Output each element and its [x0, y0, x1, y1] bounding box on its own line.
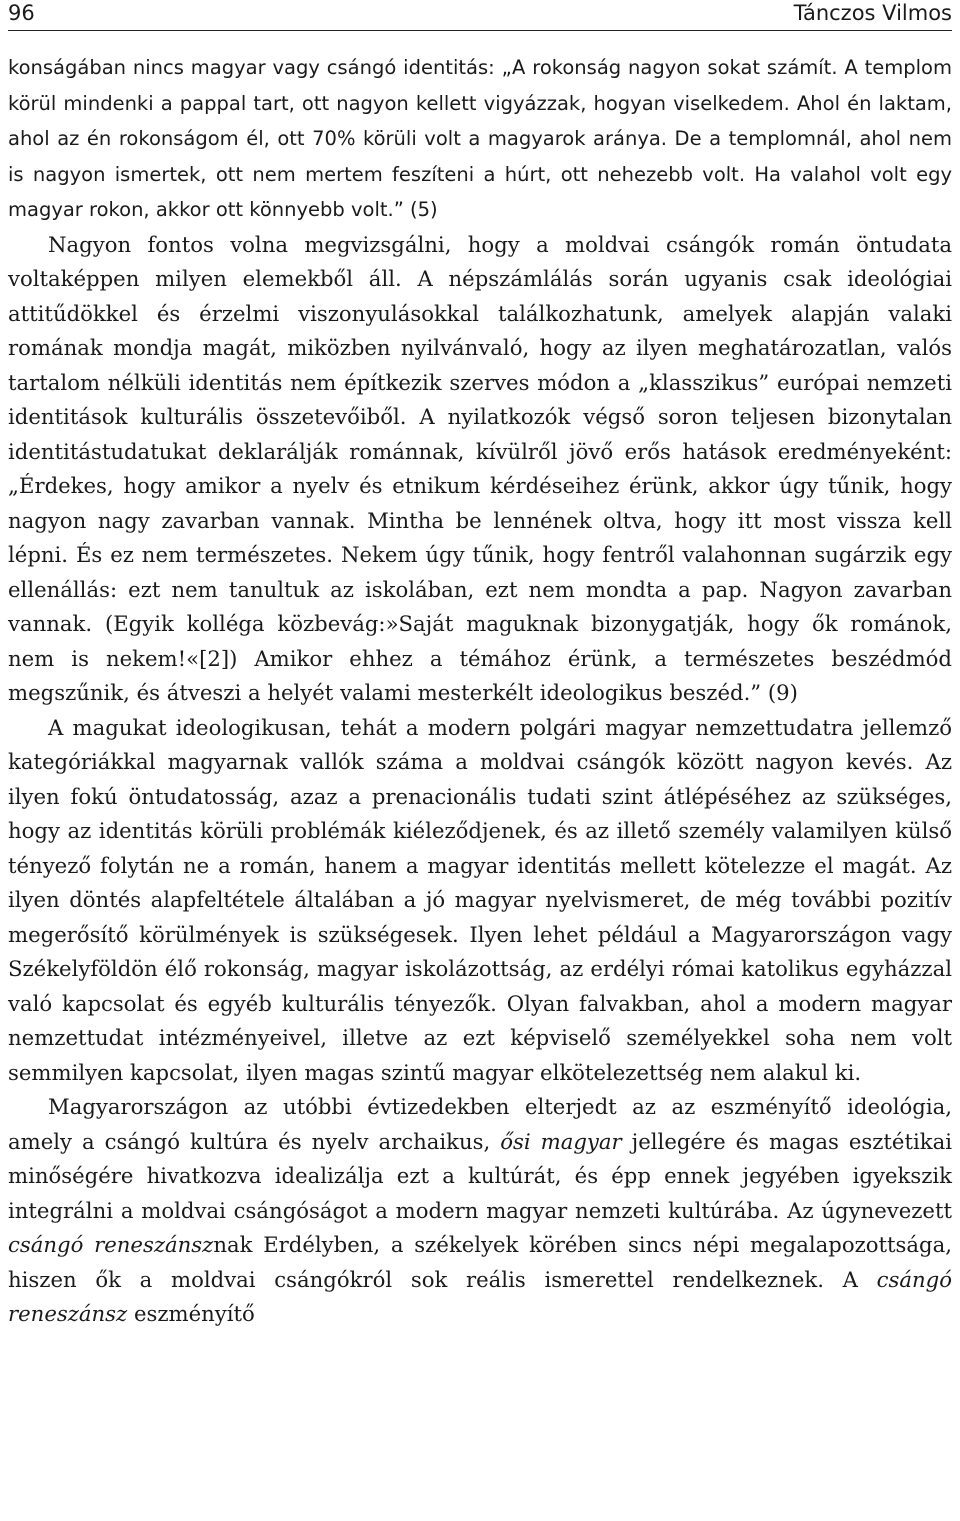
italic-term: csángó reneszánsz	[8, 1266, 952, 1326]
paragraph-3-text-d: eszményítő	[127, 1301, 255, 1326]
citation-ref: (5)	[403, 198, 438, 221]
paragraph-3-text-c: nak Erdélyben, a székelyek körében sincs népi megalapozottsága, hiszen ők a moldvai csángókról sok reális ismerettel rendelkeznek. A	[8, 1232, 952, 1292]
paragraph-2-text: A magukat ideologikusan, tehát a modern polgári magyar nemzettudatra jellemző kategóriákkal magyarnak vallók száma a moldvai csángók között nagyon kevés. Az ilyen fokú öntudatosság, azaz a prenacionális tudati szint átlépéséhez az szükséges, hogy az identitás körüli problémák kiéleződjenek, és az illető személy valamilyen külső tényező folytán ne a román, hanem a magyar identitás mellett kötelezze el magát. Az ilyen döntés alapfeltétele általában a jó magyar nyelvismeret, de még további pozitív megerősítő körülmények is szükségesek. Ilyen lehet például a Magyarországon vagy Székelyföldön élő rokonság, magyar iskolázottság, az erdélyi római katolikus egyházzal való kapcsolat és egyéb kulturális tényezők. Olyan falvakban, ahol a modern magyar nemzettudat intézményeivel, illetve az ezt képviselő személyekkel soha nem volt semmilyen kapcsolat, ilyen magas szintű magyar elkötelezettség nem alakul ki.	[8, 714, 952, 1085]
italic-term: csángó reneszánsz	[8, 1232, 214, 1257]
paragraph-1-text: Nagyon fontos volna megvizsgálni, hogy a moldvai csángók román öntudata voltaképpen milyen elemekből áll. A népszámlálás során ugyanis csak ideológiai attitűdökkel és érzelmi viszonyulásokkal találkozhatunk, amelyek alapján valaki romának mondja magát, miközben nyilvánvaló, hogy az ilyen meghatározatlan, valós tartalom nélküli identitás nem építkezik szerves módon a „klasszikus” európai nemzeti identitások kulturális összetevőiből. A nyilatkozók végső soron teljesen bizonytalan identitástudatukat deklarálják románnak, kívülről jövő erős hatások eredményeként: „Érdekes, hogy amikor a nyelv és etnikum kérdéseihez érünk, akkor úgy tűnik, hogy nagyon nagy zavarban vannak. Mintha be lennének oltva, hogy itt most vissza kell lépni. És ez nem természetes. Nekem úgy tűnik, hogy fentről valahonnan sugárzik egy ellenállás: ezt nem tanultuk az iskolában, ezt nem mondta a pap. Nagyon zavarban vannak. (Egyik kolléga közbevág:»Saját maguknak bizonygatják, hogy ők románok, nem is nekem!«[2]) Amikor ehhez a témához érünk, a természetes beszédmód megszűnik, és átveszi a helyét valami mesterkélt ideologikus beszéd.”	[8, 231, 952, 705]
document-page	[8, 0, 952, 1332]
citation-ref: (9)	[761, 680, 798, 705]
quoted-text: konságában nincs magyar vagy csángó identitás: „A rokonság nagyon sokat számít. A templom körül mindenki a pappal tart, ott nagyon kellett vigyázzak, hogyan viselkedem. Ahol én laktam, ahol az én rokonságom él, ott 70% körüli volt a magyarok aránya. De a templomnál, ahol nem is nagyon ismertek, ott nem mertem feszíteni a húrt, ott nehezebb volt. Ha valahol volt egy magyar rokon, akkor ott könnyebb volt.”	[8, 56, 952, 221]
paragraph-1	[8, 228, 952, 711]
italic-term: ősi magyar	[500, 1128, 622, 1154]
running-author: Tánczos Vilmos	[793, 1, 952, 25]
paragraph-3-text-b: jellegére és magas esztétikai minőségére hivatkozva idealizálja ezt a kultúrát, és épp ennek jegyében igyekszik integrálni a moldvai csángóságot a modern magyar nemzeti kultúrába. Az úgynevezett	[8, 1128, 952, 1223]
body-text	[8, 50, 952, 1332]
paragraph-2	[8, 711, 952, 1091]
paragraph-3-text-a: Magyarországon az utóbbi évtizedekben elterjedt az az eszményítő ideológia, amely a csángó kultúra és nyelv archaikus,	[8, 1094, 952, 1154]
running-header	[8, 0, 952, 31]
page-number: 96	[8, 1, 35, 25]
paragraph-3	[8, 1090, 952, 1332]
quote-paragraph	[8, 50, 952, 228]
